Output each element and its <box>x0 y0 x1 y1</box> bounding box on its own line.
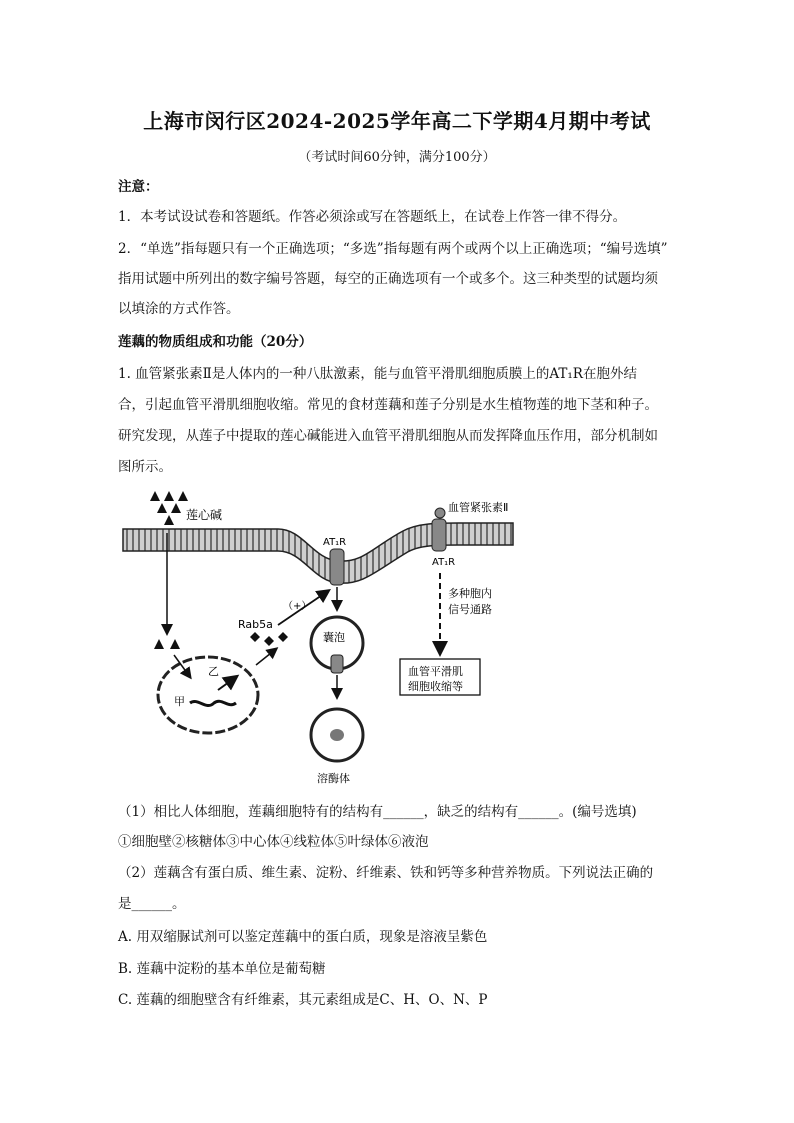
notice-item-2-line-3: 以填涂的方式作答。 <box>118 301 240 317</box>
lianxinjian-inside-icon <box>154 639 180 649</box>
notice-item-2-line-2: 指用试题中所列出的数字编号答题，每空的正确选项有一个或多个。这三种类型的试题均须 <box>118 271 658 287</box>
label-lysosome: 溶酶体 <box>317 772 350 785</box>
label-at1r-right: AT₁R <box>432 557 456 568</box>
notice-heading: 注意： <box>118 179 159 195</box>
label-box-1: 血管平滑肌 <box>408 665 463 678</box>
section-heading: 莲藕的物质组成和功能（20分） <box>118 334 313 350</box>
mechanism-figure <box>118 485 538 795</box>
label-vesicle: 囊泡 <box>323 631 345 644</box>
label-lianxinjian: 莲心碱 <box>186 508 223 522</box>
label-rab5a: Rab5a <box>238 618 273 631</box>
at1r-receptor-right-icon <box>432 519 446 551</box>
notice-item-1: 1．本考试设试卷和答题纸。作答必须涂或写在答题纸上，在试卷上作答一律不得分。 <box>118 209 627 225</box>
lianxinjian-molecules-icon <box>150 491 188 525</box>
notice-item-2-line-1: 2．“单选”指每题只有一个正确选项；“多选”指每题有两个或两个以上正确选项；“编号选填” <box>118 241 668 257</box>
option-b: B. 莲藕中淀粉的基本单位是葡萄糖 <box>118 961 326 977</box>
label-multi-pathways-2: 信号通路 <box>448 603 492 616</box>
exam-duration-subtitle: （考试时间60分钟，满分100分） <box>298 150 496 165</box>
question-1-part-1-options: ①细胞壁②核糖体③中心体④线粒体⑤叶绿体⑥液泡 <box>118 834 429 850</box>
label-at1r-center: AT₁R <box>323 537 347 548</box>
label-box-2: 细胞收缩等 <box>408 680 463 693</box>
question-1-part-2-line-2: 是______。 <box>118 896 186 912</box>
label-multi-pathways-1: 多种胞内 <box>448 587 492 600</box>
question-1-stem-line-3: 研究发现，从莲子中提取的莲心碱能进入血管平滑肌细胞从而发挥降血压作用，部分机制如 <box>118 428 658 444</box>
label-yi: 乙 <box>208 665 219 678</box>
page-title: 上海市闵行区2024-2025学年高二下学期4月期中考试 <box>143 109 651 133</box>
question-1-part-2-line-1: （2）莲藕含有蛋白质、维生素、淀粉、纤维素、铁和钙等多种营养物质。下列说法正确的 <box>118 865 654 881</box>
option-a: A. 用双缩脲试剂可以鉴定莲藕中的蛋白质，现象是溶液呈紫色 <box>118 929 488 945</box>
question-1-stem-line-1: 1. 血管紧张素Ⅱ是人体内的一种八肽激素，能与血管平滑肌细胞质膜上的AT₁R在胞外结 <box>118 366 637 382</box>
at1r-receptor-center-icon <box>330 549 344 585</box>
question-1-stem-line-4: 图所示。 <box>118 459 172 475</box>
option-c: C. 莲藕的细胞壁含有纤维素，其元素组成是C、H、O、N、P <box>118 992 488 1008</box>
rab5a-molecules-icon <box>250 632 288 646</box>
cell-membrane <box>123 523 513 583</box>
question-1-part-1: （1）相比人体细胞，莲藕细胞特有的结构有______，缺乏的结构有______。(编号选填) <box>118 804 637 820</box>
question-1-stem-line-2: 合，引起血管平滑肌细胞收缩。常见的食材莲藕和莲子分别是水生植物莲的地下茎和种子。 <box>118 397 658 413</box>
label-jia: 甲 <box>174 695 185 708</box>
angiotensin-molecule-icon <box>435 508 445 518</box>
label-angiotensin: 血管紧张素Ⅱ <box>448 501 509 514</box>
mechanism-diagram <box>118 485 538 795</box>
label-plus: （+） <box>283 601 312 612</box>
